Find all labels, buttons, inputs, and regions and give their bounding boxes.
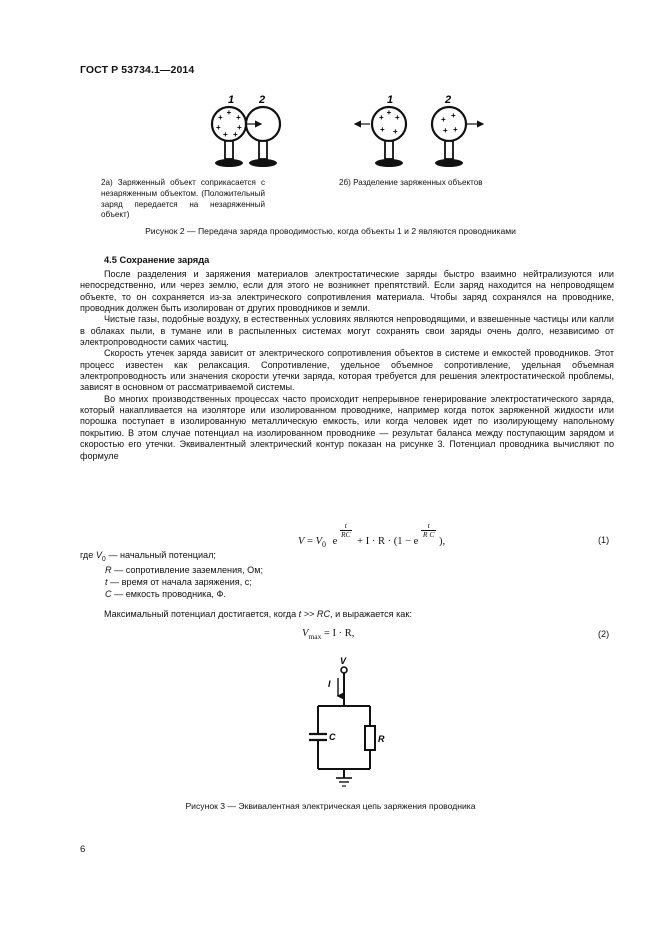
svg-text:+: + — [386, 108, 392, 117]
var-v0-symbol: V — [95, 550, 102, 560]
resistor-symbol — [365, 726, 375, 750]
formula-1-exp-num: t — [344, 521, 347, 530]
svg-text:+: + — [380, 125, 385, 134]
formula-1-exponent — [340, 522, 352, 539]
var-t-symbol: t — [105, 577, 108, 587]
paragraph-4: Во многих производственных процессах часто происходит непрерывное генерирование электростатического заряда, который накапливается на изоляторе или изолированном проводнике, например когда поток заряженной жидкости или порошка поступает в изолированную металлическую емкость, или когда человек идет по изолирующему напольному покрытию. В этом случае потенциал на изолированном проводнике — результат баланса между поступающим зарядом и скоростью его утечки. Эквивалентный электрический контур показан на рисунке 3. Потенциал проводника вычисляют по формуле — [80, 393, 614, 461]
svg-text:+: + — [395, 113, 400, 122]
sphere-1-right — [355, 107, 406, 167]
paragraph-1: После разделения и заряжения материалов электростатические заряды быстро взаимно нейтрализуются или непосредственно, или через землю, если для этого не возникнет препятствий. Если заряд находится на непроводящем объекте, то он сохраняется из-за электрического сопротивления материала. Чтобы заряд сохранялся на проводнике, проводник должен быть изолирован от других проводников и земли. — [80, 269, 614, 314]
var-r — [80, 565, 263, 577]
formula-1-exp-den: RC — [340, 530, 351, 539]
var-t-desc: — время от начала заряжения, с; — [107, 577, 252, 587]
var-v0-desc: — начальный потенциал; — [105, 550, 216, 560]
paragraph-3: Скорость утечек заряда зависит от электрического сопротивления объектов в системе и емкостей проводников. Этот процесс известен как релаксация. Сопротивление, удельное объемное сопротивление, удельная объемная электропроводность или значения скорости утечки заряда, которая требуется для решения электростатической проблемы, зависят в основном от рассматриваемой системы. — [80, 348, 614, 393]
figure-3-circuit — [300, 654, 400, 790]
where-intro: где — [80, 550, 94, 560]
formula-1-lhs: V — [298, 536, 305, 547]
page-number: 6 — [80, 844, 86, 855]
figure-2-label-1-right: 1 — [387, 94, 394, 106]
body-text — [80, 269, 614, 462]
svg-text:+: + — [451, 111, 456, 120]
figure-2b-caption: 2б) Разделение заряженных объектов — [339, 178, 483, 187]
figure-2-label-2-left: 2 — [259, 94, 266, 106]
svg-text:+: + — [218, 113, 223, 122]
svg-text:+: + — [233, 130, 238, 139]
document-header: ГОСТ Р 53734.1—2014 — [80, 64, 195, 76]
svg-text:+: + — [237, 123, 242, 132]
formula-2-v: V — [302, 628, 309, 639]
formula-2-rhs: = I · R, — [323, 628, 355, 639]
formula-1-v0-sub: 0 — [322, 540, 327, 550]
sphere-2-right — [432, 107, 483, 167]
section-heading: 4.5 Сохранение заряда — [104, 255, 210, 265]
figure-2a-caption: 2а) Заряженный объект соприкасается с незаряженным объектом. (Положительный заряд передается на незаряженный объект) — [101, 178, 265, 220]
terminal-node — [341, 667, 347, 673]
svg-text:+: + — [216, 123, 221, 132]
formula-1-exp2-num: t — [427, 521, 430, 530]
svg-text:+: + — [223, 130, 228, 139]
var-v0-sub: 0 — [101, 555, 106, 563]
sphere-1-left — [212, 107, 246, 167]
figure-2-diagram — [195, 88, 495, 174]
circuit-label-r: R — [378, 734, 385, 744]
svg-text:+: + — [236, 113, 241, 122]
svg-text:+: + — [379, 113, 384, 122]
svg-text:+: + — [441, 115, 446, 124]
figure-2-title: Рисунок 2 — Передача заряда проводимостью, когда объекты 1 и 2 являются проводниками — [145, 226, 516, 236]
circuit-label-c: C — [329, 732, 336, 742]
formula-2 — [302, 628, 354, 641]
circuit-label-i: I — [328, 679, 331, 689]
formula-1 — [298, 521, 446, 550]
max-sentence-post: , и выражается как: — [330, 609, 412, 619]
formula-1-exp2-den: R C — [422, 530, 435, 539]
formula-2-sub: max — [308, 632, 322, 642]
variables-list — [80, 550, 263, 600]
var-c-desc: — емкость проводника, Ф. — [111, 588, 226, 599]
formula-1-exp-base: e — [332, 536, 338, 547]
formula-1-number: (1) — [598, 535, 610, 545]
figure-3-title: Рисунок 3 — Эквивалентная электрическая цепь заряжения проводника — [185, 801, 476, 811]
max-sentence-pre: Максимальный потенциал достигается, когда — [104, 609, 299, 619]
formula-2-number: (2) — [598, 629, 610, 639]
paragraph-2: Чистые газы, подобные воздуху, в естественных условиях являются непроводящими, и взвешенные частицы или капли в облаках пыли, в тумане или в распыленных системах могут сохранять свои заряды очень долго, независимо от электропроводности самих частиц. — [80, 314, 614, 348]
formula-1-middle: + I · R · (1 − e — [357, 536, 419, 547]
formula-1-exponent-2 — [421, 522, 436, 539]
var-v0 — [80, 550, 263, 565]
formula-1-equals: = — [307, 536, 313, 547]
var-t — [80, 577, 263, 589]
svg-text:+: + — [393, 127, 398, 136]
svg-text:+: + — [226, 108, 232, 117]
sphere-2-left — [246, 107, 280, 167]
var-r-desc: — сопротивление заземления, Ом; — [111, 565, 263, 576]
max-potential-sentence — [104, 609, 412, 619]
max-sentence-condition: t >> RC — [298, 609, 331, 619]
figure-2-label-2-right: 2 — [445, 94, 452, 106]
var-r-symbol: R — [105, 565, 112, 576]
var-c — [80, 589, 263, 601]
formula-1-close: ), — [439, 536, 446, 547]
svg-text:+: + — [443, 126, 448, 135]
figure-2-label-1-left: 1 — [228, 94, 235, 106]
svg-text:+: + — [453, 125, 458, 134]
formula-1-v0: V — [315, 536, 323, 547]
var-c-symbol: C — [105, 588, 112, 599]
circuit-label-v: V — [340, 656, 347, 666]
